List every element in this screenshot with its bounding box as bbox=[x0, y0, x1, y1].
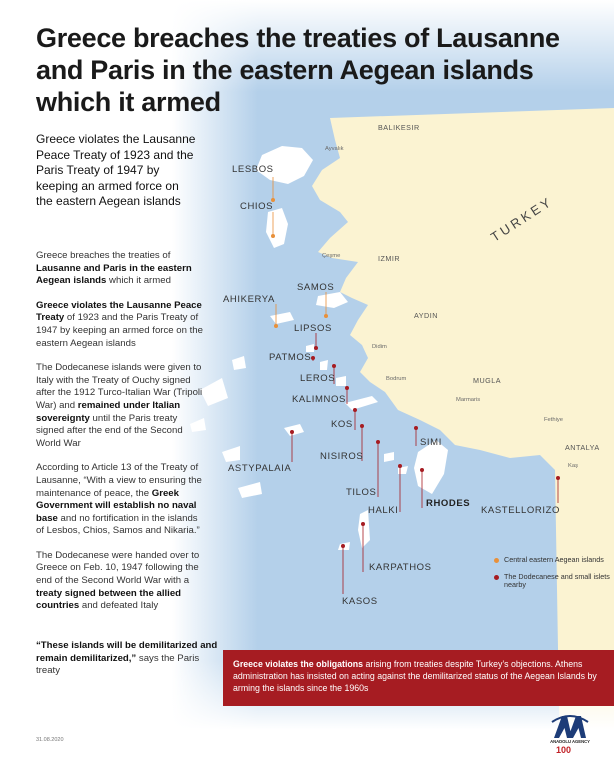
island-marker bbox=[290, 430, 294, 434]
island-marker bbox=[361, 522, 365, 526]
body-emphasis: Greek Government will establish no naval base bbox=[36, 487, 197, 524]
town-label-ayvalik: Ayvalık bbox=[325, 146, 344, 152]
island-label-karpathos: KARPATHOS bbox=[369, 562, 432, 573]
quote-bold: “These islands will be demilitarized and remain demilitarized,” bbox=[36, 640, 218, 664]
body-span: until the Paris treaty signed after the end of the Second World War bbox=[36, 412, 183, 449]
body-span: of 1923 and the Paris Treaty of 1947 by keeping an armed force on the eastern Aegean islands bbox=[36, 312, 203, 349]
body-span: and defeated Italy bbox=[79, 600, 159, 612]
city-label-aydin: AYDIN bbox=[414, 311, 438, 320]
logo-name: ANADOLU AGENCY bbox=[550, 739, 590, 744]
island-marker bbox=[345, 386, 349, 390]
island-marker bbox=[414, 426, 418, 430]
town-label-cesme: Çeşme bbox=[322, 253, 341, 259]
island-label-halki: HALKI bbox=[368, 505, 399, 516]
body-span: and no fortification in the islands of Lesbos, Chios, Samos and Nikaria.” bbox=[36, 512, 200, 537]
island-marker bbox=[271, 234, 275, 238]
island-label-patmos: PATMOS bbox=[269, 352, 312, 363]
legend-label-central: Central eastern Aegean islands bbox=[504, 555, 604, 564]
quote-tail: says the Paris treaty bbox=[36, 652, 200, 677]
town-label-didim: Didim bbox=[372, 344, 387, 350]
town-label-marmaris: Marmaris bbox=[456, 397, 481, 403]
body-emphasis: treaty signed between the allied countries bbox=[36, 587, 182, 612]
body-emphasis: Lausanne and Paris in the eastern Aegean islands bbox=[36, 262, 192, 287]
legend-dot-red bbox=[494, 575, 499, 580]
island-label-tilos: TILOS bbox=[346, 487, 377, 498]
body-span: Greece breaches the treaties of bbox=[36, 250, 171, 261]
subheading: Greece violates the Lausanne Peace Treaty of 1923 and the Paris Treaty of 1947 by keeping an armed force on the eastern Aegean islands bbox=[36, 132, 196, 208]
body-paragraph bbox=[36, 300, 206, 350]
body-text bbox=[36, 250, 206, 625]
island-label-lesbos: LESBOS bbox=[232, 164, 274, 175]
island-marker bbox=[311, 356, 315, 360]
island-marker bbox=[353, 408, 357, 412]
island-marker bbox=[398, 464, 402, 468]
publish-date: 31.08.2020 bbox=[36, 737, 64, 743]
island-label-samos: SAMOS bbox=[297, 282, 335, 293]
body-paragraph bbox=[36, 550, 206, 613]
town-label-kas: Kaş bbox=[568, 463, 578, 469]
body-paragraph bbox=[36, 250, 206, 288]
body-paragraph bbox=[36, 362, 206, 450]
body-paragraph bbox=[36, 462, 206, 538]
island-marker bbox=[341, 544, 345, 548]
town-label-fethiye: Fethiye bbox=[544, 417, 564, 423]
map-legend bbox=[494, 556, 614, 598]
city-label-antalya: ANTALYA bbox=[565, 443, 600, 452]
island-marker bbox=[420, 468, 424, 472]
aa-logo-icon bbox=[548, 712, 592, 740]
body-span: The Dodecanese islands were given to Italy with the Treaty of Ouchy signed after the 1912 Turco-Italian War (Tripoli War) and bbox=[36, 362, 203, 411]
violation-banner bbox=[223, 650, 614, 706]
page-title: Greece breaches the treaties of Lausanne and Paris in the eastern Aegean islands which it armed bbox=[36, 23, 560, 117]
logo-anniversary: 100 bbox=[556, 745, 572, 755]
island-label-rhodes: RHODES bbox=[426, 498, 471, 509]
island-label-chios: CHIOS bbox=[240, 201, 274, 212]
body-emphasis: remained under Italian sovereignty bbox=[36, 399, 181, 424]
island-label-kastellorizo: KASTELLORIZO bbox=[481, 505, 560, 516]
island-marker bbox=[376, 440, 380, 444]
island-label-ahikerya: AHIKERYA bbox=[223, 294, 275, 305]
country-label-turkey: TURKEY bbox=[488, 193, 556, 245]
paris-treaty-quote bbox=[36, 640, 221, 678]
island-label-kos: KOS bbox=[331, 419, 353, 430]
banner-bold: Greece violates the obligations bbox=[233, 659, 364, 669]
legend-item-dodecanese bbox=[494, 573, 614, 590]
island-label-nisiros: NISIROS bbox=[320, 451, 364, 462]
city-label-balikesir: BALIKESIR bbox=[378, 123, 420, 132]
anadolu-agency-logo bbox=[548, 712, 592, 762]
island-marker bbox=[314, 346, 318, 350]
banner-text: arising from treaties despite Turkey’s objections. Athens administration has insisted on acting against the demilitarized status of the Aegean Islands by arming the islands since the 1960s bbox=[233, 659, 597, 693]
legend-item-central bbox=[494, 556, 614, 565]
island-marker bbox=[324, 314, 328, 318]
island-label-kasos: KASOS bbox=[342, 596, 378, 607]
body-span: which it armed bbox=[106, 275, 171, 287]
body-span: The Dodecanese were handed over to Greece on Feb. 10, 1947 following the end of the Second World War with a bbox=[36, 549, 200, 587]
city-label-mugla: MUGLA bbox=[473, 376, 502, 385]
island-label-leros: LEROS bbox=[300, 373, 336, 384]
island-marker bbox=[360, 424, 364, 428]
body-span: According to Article 13 of the Treaty of Lausanne, “With a view to ensuring the maintenance of peace, the bbox=[36, 462, 202, 499]
legend-label-dodecanese: The Dodecanese and small islets nearby bbox=[504, 571, 610, 590]
island-label-astypalaia: ASTYPALAIA bbox=[228, 463, 292, 474]
legend-dot-orange bbox=[494, 558, 499, 563]
island-label-simi: SIMI bbox=[420, 437, 442, 448]
island-marker bbox=[332, 364, 336, 368]
island-label-lipsos: LIPSOS bbox=[294, 323, 332, 334]
island-marker bbox=[556, 476, 560, 480]
city-label-izmir: IZMIR bbox=[378, 254, 401, 263]
body-emphasis: Greece violates the Lausanne Peace Treaty bbox=[36, 299, 202, 324]
town-label-bodrum: Bodrum bbox=[386, 376, 407, 382]
island-label-kalimnos: KALIMNOS bbox=[292, 394, 346, 405]
island-marker bbox=[274, 324, 278, 328]
